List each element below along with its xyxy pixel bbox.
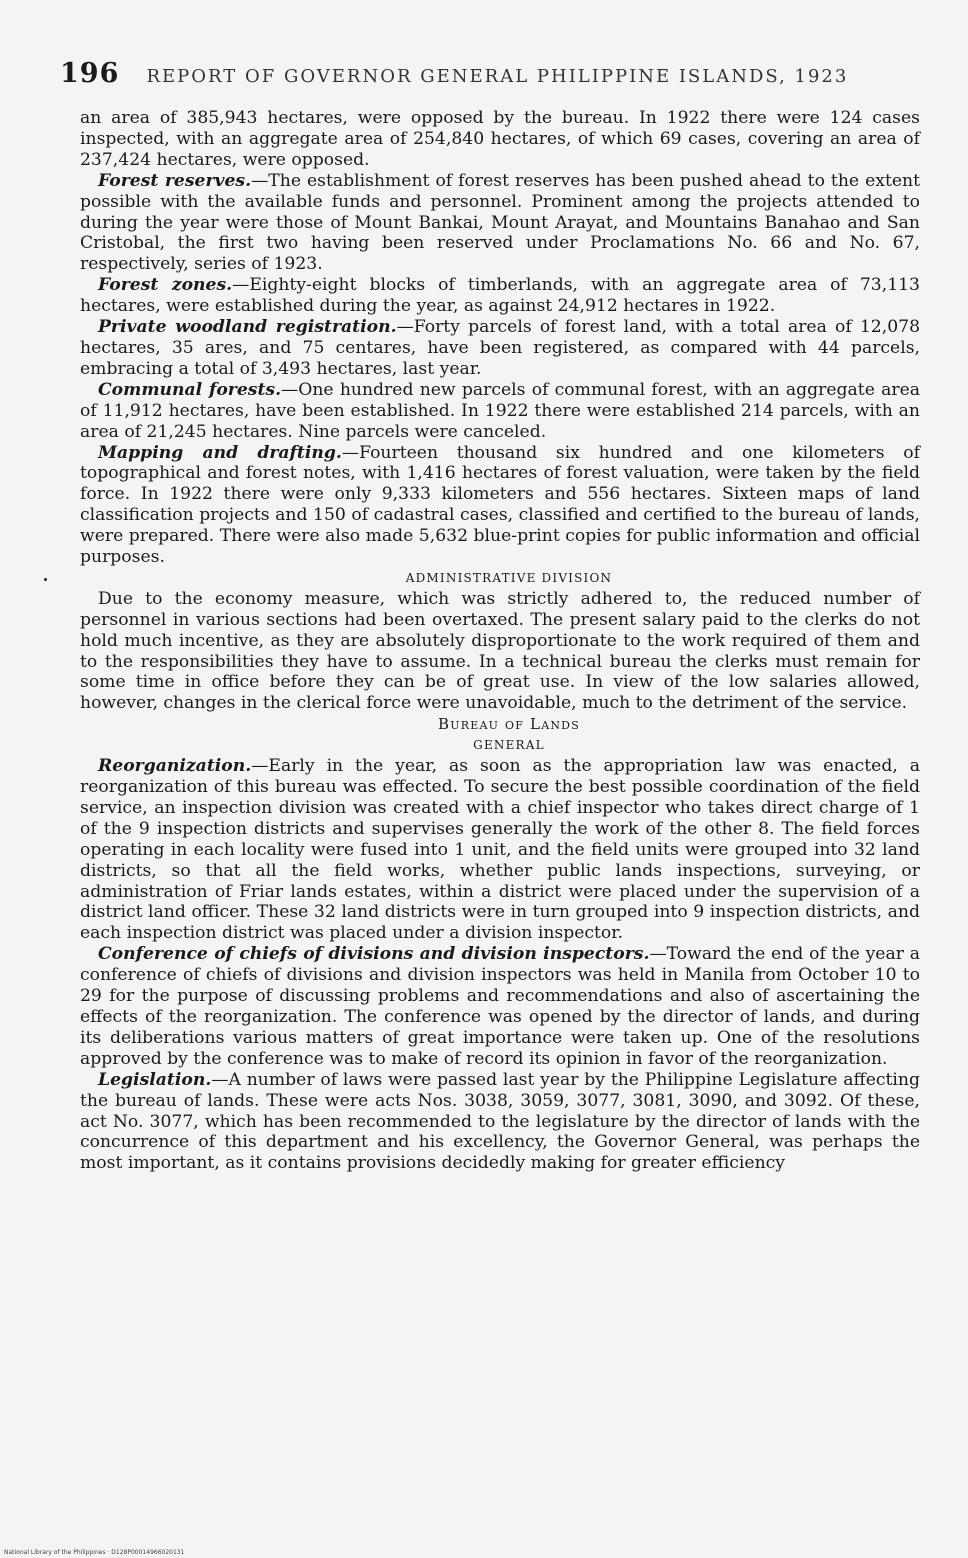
page-number: 196: [60, 58, 120, 89]
text-communal-forests: —One hundred new parcels of communal forest, with an aggregate area of 11,912 hectares, have been established. In 1922 there were established 214 parcels, with an area of 21,245 hectares. Nine parcels were canceled.: [80, 379, 920, 442]
paragraph-conference: [80, 944, 920, 1069]
paragraph-mapping: [80, 443, 920, 568]
lead-private-woodland: Private woodland registration.: [98, 317, 397, 338]
lead-forest-zones: Forest zones.: [98, 275, 233, 296]
lead-communal-forests: Communal forests.: [98, 379, 282, 400]
paragraph-legislation: [80, 1070, 920, 1175]
paragraph-administrative: Due to the economy measure, which was strictly adhered to, the reduced number of personnel in various sections had been overtaxed. The present salary paid to the clerks do not hold much incentive, as they are absolutely disproportionate to the work required of them and to the responsibilities they have to assume. In a technical bureau the clerks must remain for some time in office before they can be of great use. In view of the low salaries allowed, however, changes in the clerical force were unavoidable, much to the detriment of the service.: [80, 588, 920, 714]
heading-bureau-of-lands: Bureau of Lands: [438, 715, 580, 734]
text-forest-zones: —Eighty-eight blocks of timberlands, with an aggregate area of 73,113 hectares, were established during the year, as against 24,912 hectares in 1922.: [80, 275, 920, 317]
text-mapping: —Fourteen thousand six hundred and one kilometers of topographical and forest notes, with 1,416 hectares of forest valuation, were taken by the field force. In 1922 there were only 9,333 kilometers and 556 hectares. Sixteen maps of land classification projects and 150 of cadastral cases, classified and certified to the bureau of lands, were prepared. There were also made 5,632 blue-print copies for public information and official purposes.: [80, 442, 920, 568]
scan-footer: National Library of the Philippines · D128P00014966020131: [4, 1549, 185, 1556]
scan-speck: [44, 578, 47, 581]
heading-general: GENERAL: [473, 738, 545, 753]
paragraph-forest-reserves: [80, 171, 920, 276]
heading-administrative-division: ADMINISTRATIVE DIVISION: [405, 570, 613, 585]
running-title: REPORT OF GOVERNOR GENERAL PHILIPPINE ISLANDS, 1923: [146, 66, 849, 87]
paragraph-communal-forests: [80, 380, 920, 443]
paragraph-reorganization: [80, 756, 920, 944]
lead-conference: Conference of chiefs of divisions and division inspectors.: [98, 944, 650, 965]
text-legislation: —A number of laws were passed last year by the Philippine Legislature affecting the bureau of lands. These were acts Nos. 3038, 3059, 3077, 3081, 3090, and 3092. Of these, act No. 3077, which has been recommended to the legislature by the director of lands with the concurrence of this department and his excellency, the Governor General, was perhaps the most important, as it contains provisions decidedly making for greater efficiency: [80, 1069, 920, 1174]
lead-reorganization: Reorganization.: [98, 756, 252, 777]
lead-forest-reserves: Forest reserves.: [98, 170, 252, 191]
page-header: [60, 58, 940, 89]
lead-mapping: Mapping and drafting.: [98, 442, 342, 463]
paragraph-continued: an area of 385,943 hectares, were opposed by the bureau. In 1922 there were 124 cases inspected, with an aggregate area of 254,840 hectares, of which 69 cases, covering an area of 237,424 hectares, were opposed.: [80, 108, 920, 170]
text-private-woodland: —Forty parcels of forest land, with a total area of 12,078 hectares, 35 ares, and 75 centares, have been registered, as compared with 44 parcels, embracing a total of 3,493 hectares, last year.: [80, 317, 921, 379]
paragraph-private-woodland: [80, 317, 920, 380]
text-forest-reserves: —The establishment of forest reserves has been pushed ahead to the extent possible with the available funds and personnel. Prominent among the projects attended to during the year were those of Mount Bankai, Mount Arayat, and Mountains Banahao and San Cristobal, the first two having been reserved under Proclamations No. 66 and No. 67, respectively, series of 1923.: [80, 170, 920, 275]
text-conference: —Toward the end of the year a conference of chiefs of divisions and division inspectors was held in Manila from October 10 to 29 for the purpose of discussing problems and recommendations and also of ascertaining the effects of the reorganization. The conference was opened by the director of lands, and during its deliberations various matters of great importance were taken up. One of the resolutions approved by the conference was to make of record its opinion in favor of the reorganization.: [80, 944, 920, 1069]
lead-legislation: Legislation.: [98, 1069, 212, 1090]
body-text: [80, 108, 920, 1174]
text-reorganization: —Early in the year, as soon as the appropriation law was enacted, a reorganization of this bureau was effected. To secure the best possible coordination of the field service, an inspection division was created with a chief inspector who takes direct charge of 1 of the 9 inspection districts and supervises generally the work of the other 8. The field forces operating in each locality were fused into 1 unit, and the field units were grouped into 32 land districts, so that all the field works, whether public lands inspections, surveying, or administration of Friar lands estates, within a district were placed under the supervision of a district land officer. These 32 land districts were in turn grouped into 9 inspection districts, and each inspection district was placed under a division inspector.: [80, 756, 920, 944]
paragraph-forest-zones: [80, 275, 920, 317]
